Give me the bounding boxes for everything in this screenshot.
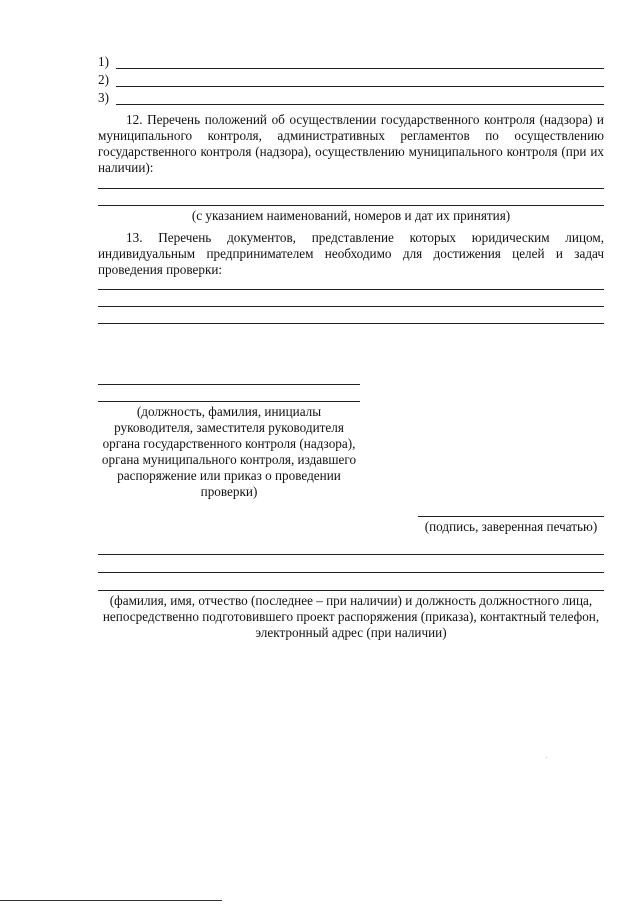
section-13-blank-3 — [98, 323, 604, 324]
blank-line-2 — [116, 86, 604, 87]
preparer-caption: (фамилия, имя, отчество (последнее – при наличии) и должность должностного лица, непосредственно подготовившего проект распоряжения (приказа), контактный телефон, электронный адрес (при наличии) — [102, 593, 600, 640]
section-12-blank-1 — [98, 188, 604, 189]
preparer-blank-2 — [98, 572, 604, 573]
scan-speck — [546, 757, 547, 758]
official-blank-1 — [98, 384, 360, 385]
official-caption: (должность, фамилия, инициалы руководителя, заместителя руководителя органа государственного контроля (надзора), органа муниципального контроля, издавшего распоряжение или приказ о проведении проверки) — [101, 404, 357, 499]
list-number-2: 2) — [98, 72, 109, 87]
section-12-blank-2 — [98, 205, 604, 206]
signature-caption: (подпись, заверенная печатью) — [424, 519, 598, 534]
preparer-blank-1 — [98, 554, 604, 555]
section-13-blank-2 — [98, 306, 604, 307]
list-number-1: 1) — [98, 54, 109, 69]
section-13-blank-1 — [98, 289, 604, 290]
preparer-blank-3 — [98, 590, 604, 591]
signature-line — [418, 516, 604, 517]
section-12-text: 12. Перечень положений об осуществлении государственного контроля (надзора) и муниципального контроля, административных регламентов по осуществлению государственного контроля (надзора), осуществлению муниципального контроля (при их наличии): — [98, 112, 604, 175]
list-number-3: 3) — [98, 90, 109, 105]
official-blank-2 — [98, 401, 360, 402]
blank-line-3 — [116, 104, 604, 105]
section-12-caption: (с указанием наименований, номеров и дат их принятия) — [191, 208, 511, 223]
footnote-rule — [0, 900, 222, 901]
section-13-text: 13. Перечень документов, представление которых юридическим лицом, индивидуальным предпринимателем необходимо для достижения целей и задач проведения проверки: — [98, 230, 604, 277]
blank-line-1 — [116, 68, 604, 69]
